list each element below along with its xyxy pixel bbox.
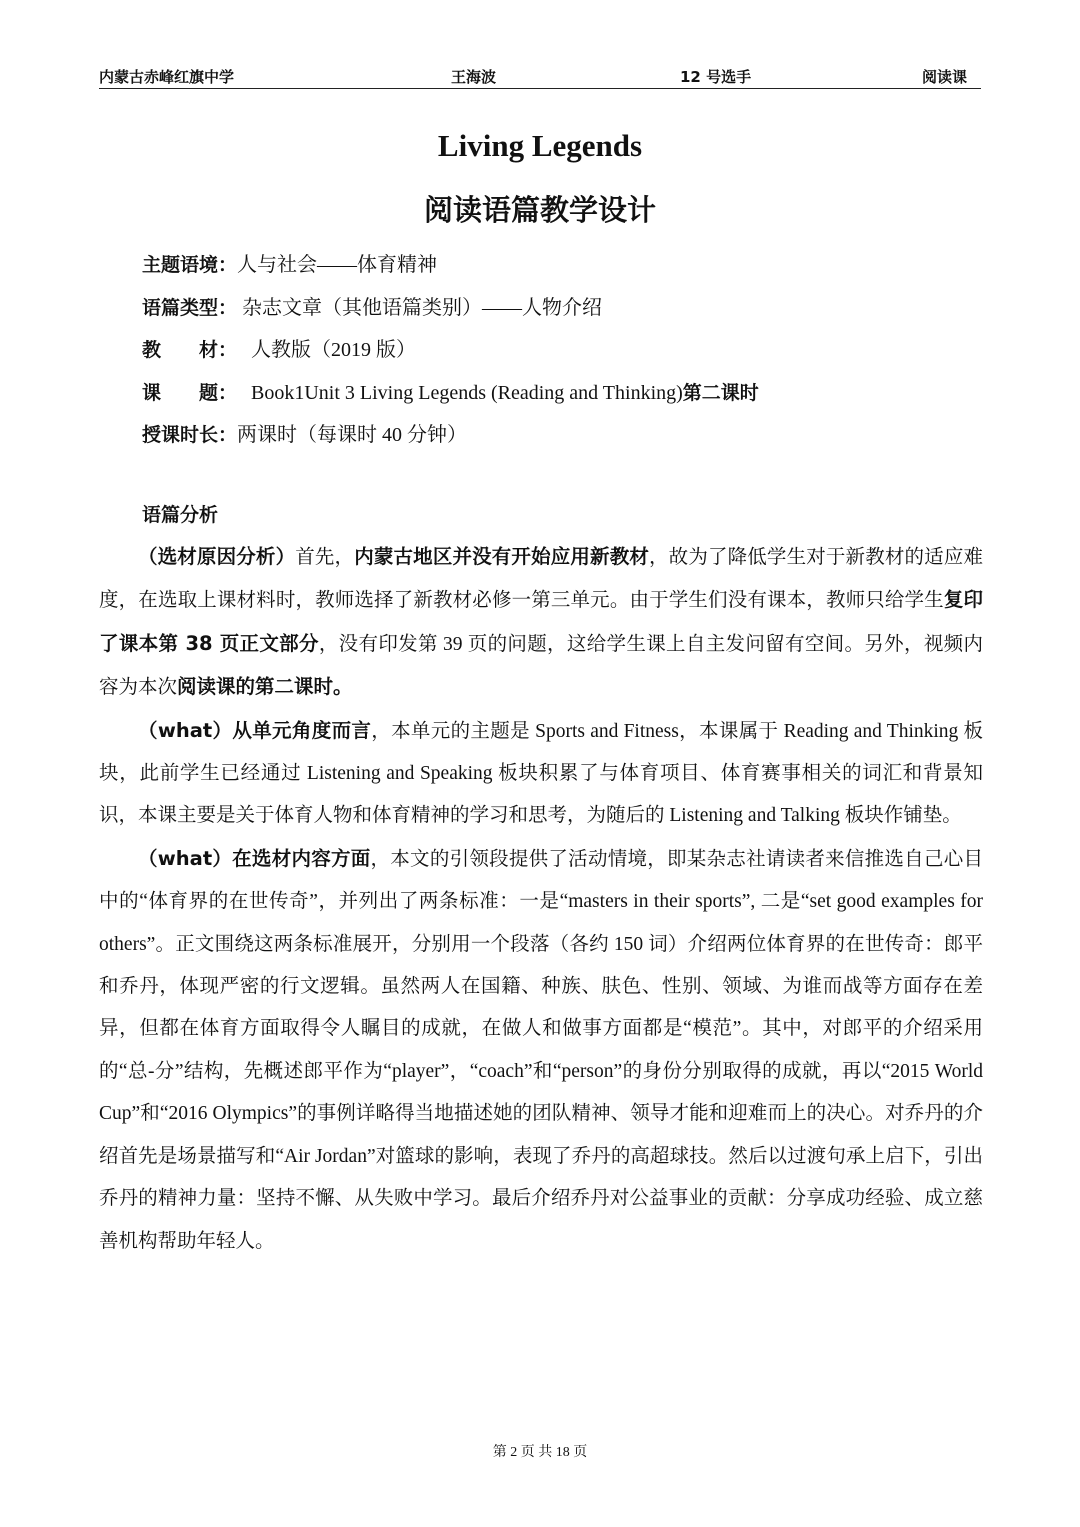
section-heading: 语篇分析	[142, 504, 219, 526]
paragraph-material-reason	[99, 536, 983, 710]
meta-topic-title: Book1Unit 3 Living Legends (Reading and Thinking)	[251, 381, 683, 404]
analysis-body	[99, 536, 983, 1263]
title-english: Living Legends	[437, 128, 643, 163]
p1-text-3: ，没有印发第 39 页的问题，这给学生课上自主发问留有空间。另外，视频内容为本次	[99, 633, 983, 699]
p3-text: ，本文的引领段提供了活动情境，即某杂志社请读者来信推选自己心目中的“体育界的在世传奇”，并列出了两条标准：一是“masters in their sports”, 二是“set good examples for others”。正文围绕这两条标准展开，分别用一个段落（各约 150 词）介绍两位体育界的在世传奇：郎平和乔丹，体现严密的行文逻辑。虽然两人在国籍、种族、肤色、性别、领域、为谁而战等方面存在差异，但都在体育方面取得令人瞩目的成就，在做人和做事方面都是“模范”。其中，对郎平的介绍采用的“总-分”结构，先概述郎平作为“player”，“coach”和“person”的身份分别取得的成就，再以“2015 World Cup”和“2016 Olympics”的事例详略得当地描述她的团队精神、领导才能和迎难而上的决心。对乔丹的介绍首先是场景描写和“Air Jordan”对篮球的影响，表现了乔丹的高超球技。然后以过渡句承上启下，引出乔丹的精神力量：坚持不懈、从失败中学习。最后介绍乔丹对公益事业的贡献：分享成功经验、成立慈善机构帮助年轻人。	[99, 848, 983, 1252]
meta-duration-value: 两课时（每课时 40 分钟）	[237, 424, 468, 446]
p2-lead: （what）从单元角度而言	[138, 718, 372, 742]
meta-topic-value	[251, 382, 759, 404]
p3-lead: （what）在选材内容方面	[138, 846, 371, 870]
meta-material	[142, 335, 982, 378]
meta-material-value: 人教版（2019 版）	[251, 339, 416, 361]
page-header	[99, 62, 981, 89]
header-lesson-type: 阅读课	[921, 68, 967, 86]
meta-topic-period: 第二课时	[682, 381, 759, 404]
meta-duration	[142, 420, 982, 463]
p1-emph-1: 内蒙古地区并没有开始应用新教材	[354, 545, 650, 568]
lesson-meta	[142, 250, 982, 463]
meta-topic-key: 课 题：	[142, 381, 238, 404]
page-footer: 第 2 页 共 18 页	[492, 1445, 588, 1460]
header-teacher: 王海波	[451, 68, 497, 86]
p1-emph-3: 阅读课的第二课时。	[177, 675, 353, 699]
header-school: 内蒙古赤峰红旗中学	[99, 68, 235, 86]
title-chinese: 阅读语篇教学设计	[423, 193, 656, 227]
meta-genre	[142, 293, 982, 336]
meta-theme	[142, 250, 982, 293]
meta-genre-value: 杂志文章（其他语篇类别）——人物介绍	[237, 296, 603, 319]
meta-duration-key: 授课时长：	[142, 424, 238, 446]
meta-material-key: 教 材：	[142, 339, 238, 361]
meta-genre-key: 语篇类型：	[142, 296, 238, 319]
meta-theme-value: 人与社会——体育精神	[237, 254, 438, 276]
paragraph-unit-perspective	[99, 710, 983, 838]
p1-emph-2: 复印了课本第 38 页正文部分	[99, 588, 983, 655]
p1-lead: （选材原因分析）	[138, 545, 296, 568]
meta-topic	[142, 378, 982, 421]
p1-text-1: 首先，	[295, 547, 355, 568]
meta-theme-key: 主题语境：	[142, 254, 238, 276]
header-contestant: 12 号选手	[680, 68, 752, 86]
p2-text: ，本单元的主题是 Sports and Fitness，本课属于 Reading and Thinking 板块，此前学生已经通过 Listening and Speaking 板块积累了与体育项目、体育赛事相关的词汇和背景知识，本课主要是关于体育人物和体育精神的学习和思考，为随后的 Listening and Talking 板块作铺垫。	[99, 720, 983, 827]
p1-text-2: ，故为了降低学生对于新教材的适应难度，在选取上课材料时，教师选择了新教材必修一第三单元。由于学生们没有课本，教师只给学生	[99, 547, 983, 612]
paragraph-content-perspective	[99, 838, 983, 1263]
